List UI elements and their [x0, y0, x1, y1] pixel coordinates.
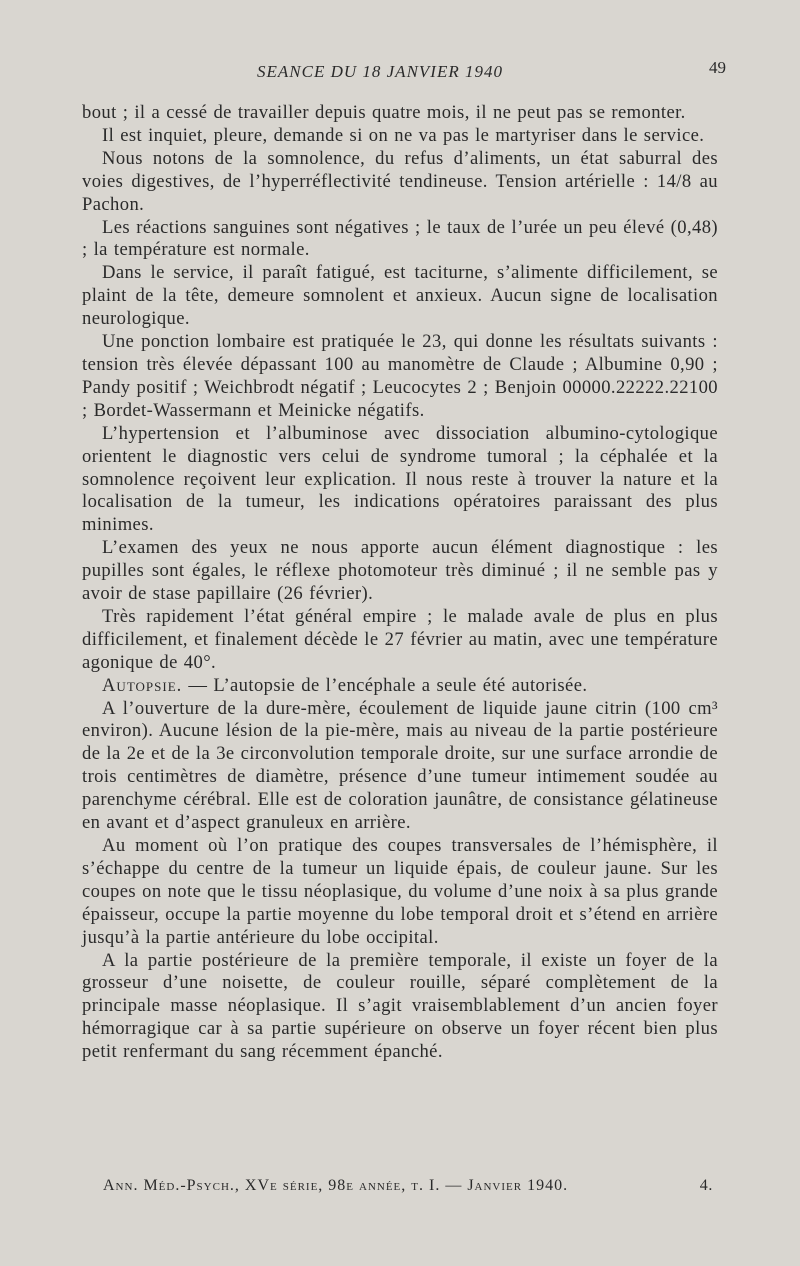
autopsy-text: — L’autopsie de l’encéphale a seule été autorisée. — [182, 674, 588, 696]
paragraph: L’examen des yeux ne nous apporte aucun élément diagnostique : les pupilles sont égales, le réflexe photomoteur très diminué ; il ne semble pas y avoir de stase papillaire (26 février). — [82, 537, 718, 605]
page-header — [82, 58, 726, 82]
autopsy-label: Autopsie. — [102, 674, 183, 696]
paragraph: A la partie postérieure de la première temporale, il existe un foyer de la grosseur d’une noisette, de couleur rouille, séparé complètement de la principale masse néoplasique. Il s’agit vraisemblablement d’un ancien foyer hémorragique car à sa partie supérieure on observe un foyer récent bien plus petit renfermant du sang récemment épanché. — [82, 949, 718, 1063]
page-number: 49 — [709, 58, 726, 77]
paragraph: Dans le service, il paraît fatigué, est taciturne, s’alimente difficilement, se plaint de la tête, demeure somnolent et anxieux. Aucun signe de localisation neurologique. — [82, 262, 718, 330]
paragraph: Les réactions sanguines sont négatives ; le taux de l’urée un peu élevé (0,48) ; la température est normale. — [82, 216, 718, 261]
paragraph: Très rapidement l’état général empire ; le malade avale de plus en plus difficilement, et finalement décède le 27 février au matin, avec une température agonique de 40°. — [82, 605, 718, 673]
signature-mark: 4. — [699, 1177, 713, 1194]
autopsy-paragraph — [82, 675, 718, 698]
running-title: SEANCE DU 18 JANVIER 1940 — [257, 62, 503, 81]
paragraph: Une ponction lombaire est pratiquée le 23, qui donne les résultats suivants : tension très élevée dépassant 100 au manomètre de Claude ; Albumine 0,90 ; Pandy positif ; Weichbrodt négatif ; Leucocytes 2 ; Benjoin 00000.22222.22100 ; Bordet-Wassermann et Meinicke négatifs. — [82, 331, 718, 421]
page-footer — [103, 1177, 713, 1195]
paragraph: Nous notons de la somnolence, du refus d’aliments, un état saburral des voies digestives, de l’hyperréflectivité tendineuse. Tension artérielle : 14/8 au Pachon. — [82, 147, 718, 215]
paragraph: Il est inquiet, pleure, demande si on ne va pas le martyriser dans le service. — [102, 124, 705, 146]
body-text — [82, 102, 718, 1064]
paragraph: Au moment où l’on pratique des coupes transversales de l’hémisphère, il s’échappe du centre de la tumeur un liquide épais, de couleur jaune. Sur les coupes on note que le tissu néoplasique, du volume d’une noix à sa plus grande épaisseur, occupe la partie moyenne du lobe temporal droit et s’étend en arrière jusqu’à la partie antérieure du lobe occipital. — [82, 835, 718, 948]
paragraph: L’hypertension et l’albuminose avec dissociation albumino-cytologique orientent le diagnostic vers celui de syndrome tumoral ; la céphalée et la somnolence reçoivent leur explication. Il nous reste à trouver la nature et la localisation de la tumeur, les indications opératoires paraissant des plus minimes. — [82, 422, 718, 536]
footer-citation: Ann. Méd.-Psych., XVe série, 98e année, t. I. — Janvier 1940. — [103, 1177, 569, 1194]
paragraph: A l’ouverture de la dure-mère, écoulement de liquide jaune citrin (100 cm³ environ). Aucune lésion de la pie-mère, mais au niveau de la partie postérieure de la 2e et de la 3e circonvolution temporale droite, sur une surface arrondie de trois centimètres de diamètre, présence d’une tumeur intimement soudée au parenchyme cérébral. Elle est de coloration jaunâtre, de consistance gélatineuse en avant et d’aspect granuleux en arrière. — [82, 697, 718, 834]
paragraph: bout ; il a cessé de travailler depuis quatre mois, il ne peut pas se remonter. — [82, 102, 686, 123]
